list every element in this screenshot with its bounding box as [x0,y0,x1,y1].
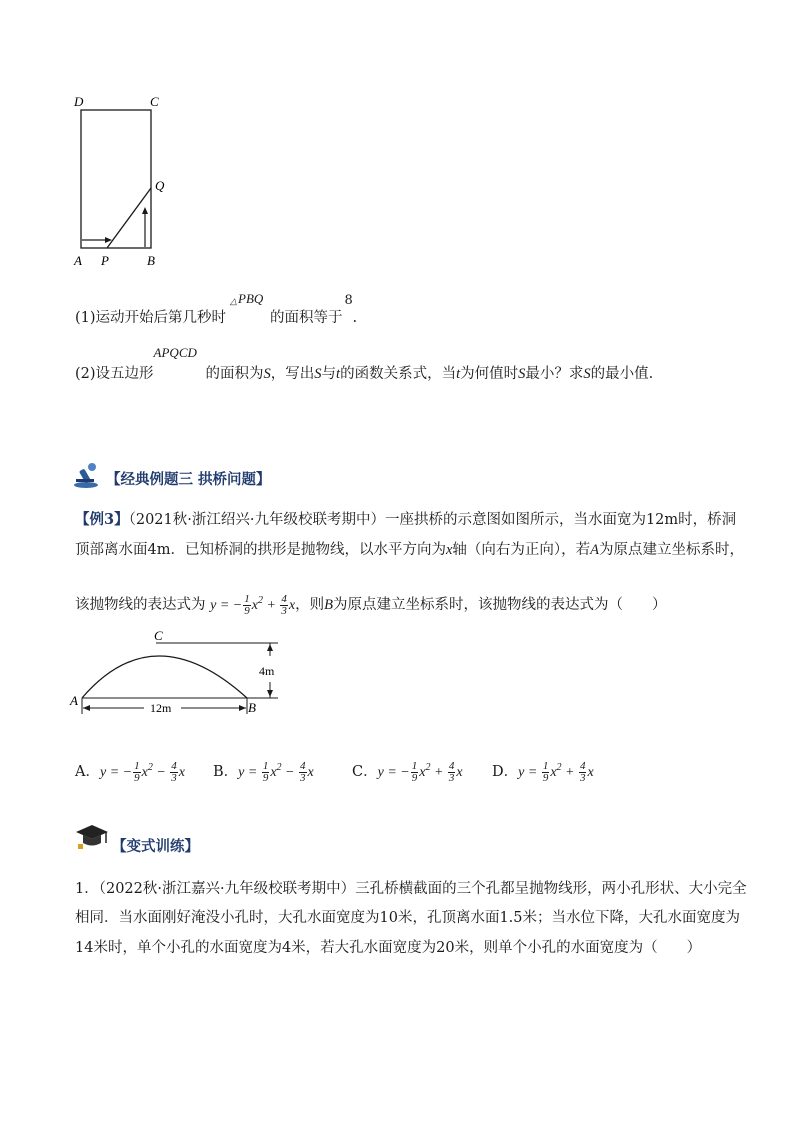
q1-mid: 的面积等于 [270,310,343,326]
example-label: 【例3】 [75,511,129,528]
segment-pq [107,188,151,248]
section-title-arch-bridge: 【经典例题三 拱桥问题】 [106,472,271,488]
rectangle-figure [60,88,190,273]
graduation-cap-icon [74,822,110,850]
label-c: C [150,94,159,109]
label-c: C [154,628,163,643]
formula-given: y = − $\frac{1}{9}$ $x^2$ + $\frac{4}{3}$ x [210,593,296,618]
microscope-icon [72,461,104,489]
q2-prefix: (2)设五边形 [75,366,154,382]
option-d[interactable]: D．y = $\frac{1}{9}$ $x^2$ + $\frac{4}{3}$ x [492,760,594,785]
label-b: B [248,700,256,715]
parabola-arch [82,656,247,698]
q1-pbq: PBQ [238,291,264,306]
question-1 [75,291,358,327]
options-row [75,759,622,784]
label-a: A [70,693,78,708]
option-c[interactable]: C．y = − $\frac{1}{9}$ $x^2$ + $\frac{4}{3}$ x [352,760,463,785]
label-a: A [74,253,82,268]
q2-apqcd: APQCD [153,345,197,360]
label-b: B [147,253,155,268]
height-label: 4m [259,664,275,678]
training-1-line-2: 相同．当水面刚好淹没小孔时，大孔水面宽度为10米，孔顶离水面1.5米；当水位下降，大孔水面宽度为 [75,910,741,926]
arch-bridge-figure [66,626,291,721]
option-a[interactable]: A．y = − $\frac{1}{9}$ $x^2$ − $\frac{4}{3}$ x [75,760,185,785]
q1-value: 8 [344,293,353,308]
option-b[interactable]: B．y = $\frac{1}{9}$ $x^2$ − $\frac{4}{3}$ x [213,760,314,785]
example-3-line-1: 【例3】（2021秋·浙江绍兴·九年级校联考期中）一座拱桥的示意图如图所示，当水面宽为12m时，桥洞 [75,511,737,528]
triangle-symbol: △ [230,296,237,306]
label-p: P [101,253,109,268]
section-title-variant-training: 【变式训练】 [112,839,199,855]
label-d: D [74,94,84,109]
question-2: (2)设五边形 APQCD 的面积为S，写出S与t的函数关系式，当t为何值时S最小？求S的最小值. [75,345,654,382]
example-3-line-2: 顶部离水面4m．已知桥洞的拱形是抛物线，以水平方向为x轴（向右为正向），若A为原点建立坐标系时， [75,542,745,558]
width-label: 12m [150,701,172,715]
q1-end: . [352,310,358,326]
label-q: Q [155,178,165,193]
example-3-line-3: 该抛物线的表达式为 y = − $\frac{1}{9}$ $x^2$ + $\frac{4}{3}$ x，则B为原点建立坐标系时，该抛物线的表达式为（ ） [75,593,667,618]
training-1-line-3: 14米时，单个小孔的水面宽度为4米，若大孔水面宽度为20米，则单个小孔的水面宽度为（ ） [75,940,702,956]
q1-prefix: (1)运动开始后第几秒时 [75,310,227,326]
training-1-line-1: 1．（2022秋·浙江嘉兴·九年级校联考期中）三孔桥横截面的三个孔都呈抛物线形，两小孔形状、大小完全 [75,881,747,897]
